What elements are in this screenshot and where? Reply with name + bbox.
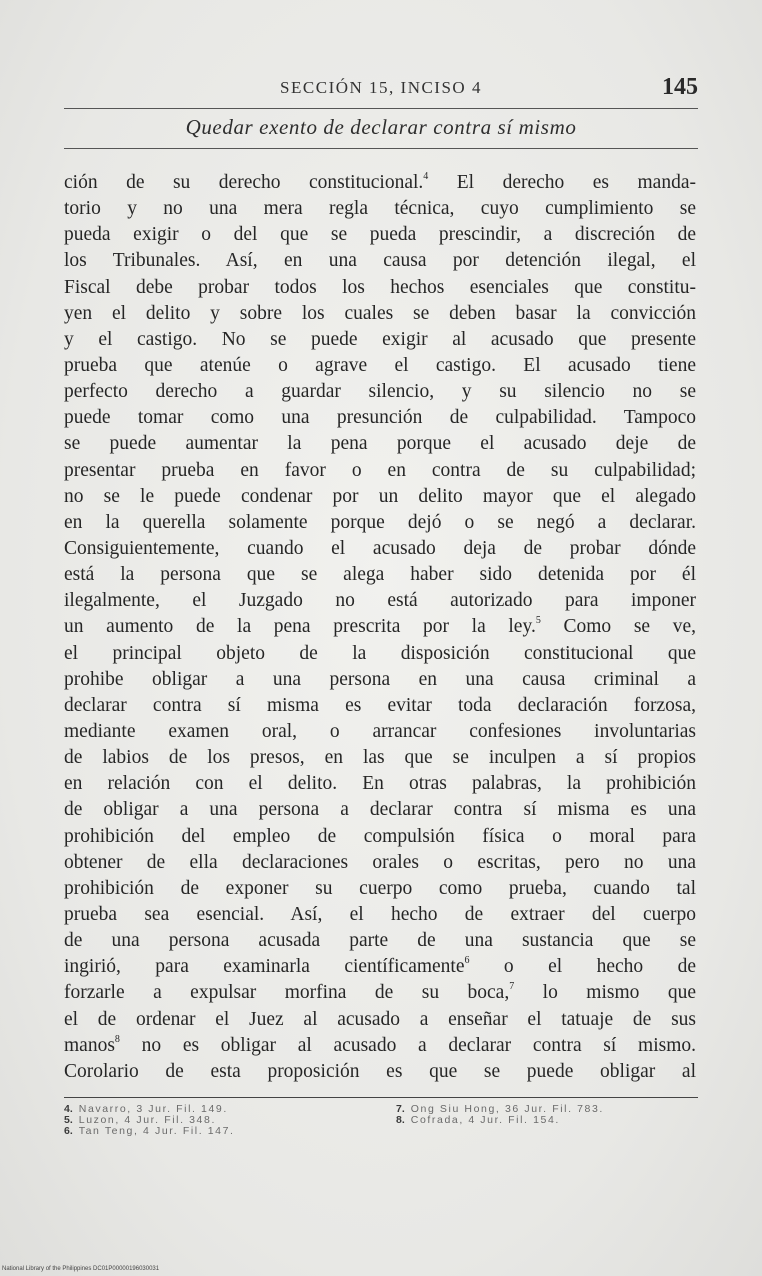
text-line <box>64 771 696 797</box>
footnote-citation: Cofrada, 4 Jur. Fil. 154. <box>410 1114 560 1126</box>
running-title: SECCIÓN 15, INCISO 4 <box>280 78 482 97</box>
text-line <box>64 484 696 510</box>
text-line-content: prueba sea esencial. Así, el hecho de extraer del cuerpo <box>64 903 696 925</box>
text-line <box>64 928 696 954</box>
text-line <box>64 980 696 1006</box>
text-line <box>64 902 696 928</box>
text-line-content: pueda exigir o del que se pueda prescindir, a discreción de <box>64 224 696 246</box>
text-line <box>64 876 696 902</box>
text-line <box>64 824 696 850</box>
text-line-continuation: o el hecho de <box>469 956 696 978</box>
text-line-content: prohibe obligar a una persona en una causa criminal a <box>64 668 696 690</box>
text-line-content: Consiguientemente, cuando el acusado deja de probar dónde <box>64 537 696 559</box>
text-line-continuation: no es obligar al acusado a declarar contra sí mismo. <box>119 1034 696 1056</box>
footnote-citation: Luzon, 4 Jur. Fil. 348. <box>78 1114 216 1126</box>
text-line-content: de una persona acusada parte de una sustancia que se <box>64 930 696 952</box>
footnote-number: 6. <box>64 1125 73 1137</box>
text-line-content: ingirió, para examinarla científicamente <box>64 956 465 978</box>
text-line <box>64 562 696 588</box>
text-line-content: ción de su derecho constitucional. <box>64 172 424 193</box>
library-imprint: National Library of the Philippines DC01P00000196030031 <box>2 1266 160 1272</box>
text-line <box>64 667 696 693</box>
footnote-citation: Navarro, 3 Jur. Fil. 149. <box>78 1103 228 1115</box>
footnote-number: 8. <box>396 1114 405 1126</box>
text-line <box>64 1007 696 1033</box>
text-line <box>64 431 696 457</box>
text-line <box>64 510 696 536</box>
text-line-content: perfecto derecho a guardar silencio, y su silencio no se <box>64 381 696 403</box>
text-line-content: está la persona que se alega haber sido detenida por él <box>64 564 696 586</box>
text-line-content: forzarle a expulsar morfina de su boca, <box>64 982 510 1004</box>
footnote <box>396 1115 696 1126</box>
text-line <box>64 850 696 876</box>
text-line <box>64 641 696 667</box>
text-line-continuation: Como se ve, <box>540 616 696 638</box>
text-line-content: manos <box>64 1034 115 1056</box>
text-line <box>64 405 696 431</box>
footnote-rule <box>64 1097 698 1098</box>
subtitle-rule <box>64 148 698 149</box>
text-line <box>64 248 696 274</box>
text-line-content: Fiscal debe probar todos los hechos esenciales que constitu- <box>64 276 696 298</box>
footnote-marker: 6 <box>464 955 470 967</box>
running-head <box>64 74 698 104</box>
footnote-marker: 4 <box>423 171 429 182</box>
text-line-content: se puede aumentar la pena porque el acusado deje de <box>64 433 696 455</box>
text-line <box>64 301 696 327</box>
text-line-content: el principal objeto de la disposición constitucional que <box>64 642 696 664</box>
header-rule <box>64 108 698 109</box>
text-line-content: el de ordenar el Juez al acusado a enseñar el tatuaje de sus <box>64 1008 696 1030</box>
text-line-content: en relación con el delito. En otras palabras, la prohibición <box>64 773 696 795</box>
footnote-citation: Ong Siu Hong, 36 Jur. Fil. 783. <box>410 1103 604 1115</box>
text-line <box>64 275 696 301</box>
footnotes-right-column <box>396 1104 696 1126</box>
text-line <box>64 954 696 980</box>
text-line-continuation: lo mismo que <box>514 982 696 1004</box>
body-text <box>64 170 696 1085</box>
section-subtitle: Quedar exento de declarar contra sí mismo <box>185 115 577 139</box>
text-line-content: mediante examen oral, o arrancar confesiones involuntarias <box>64 720 696 742</box>
text-line-content: declarar contra sí misma es evitar toda declaración forzosa, <box>64 694 696 716</box>
footnote-number: 4. <box>64 1103 73 1115</box>
text-line <box>64 745 696 771</box>
text-line <box>64 379 696 405</box>
text-line <box>64 327 696 353</box>
page-number: 145 <box>662 74 698 100</box>
text-line-content: torio y no una mera regla técnica, cuyo cumplimiento se <box>64 198 696 220</box>
text-line <box>64 353 696 379</box>
text-line-content: obtener de ella declaraciones orales o escritas, pero no una <box>64 851 696 873</box>
text-line-content: yen el delito y sobre los cuales se deben basar la convicción <box>64 302 696 324</box>
text-line-content: prohibición del empleo de compulsión física o moral para <box>64 825 696 847</box>
text-line <box>64 196 696 222</box>
text-line-content: los Tribunales. Así, en una causa por detención ilegal, el <box>64 250 696 272</box>
footnote-marker: 8 <box>114 1033 120 1045</box>
text-line <box>64 536 696 562</box>
text-line-content: en la querella solamente porque dejó o se negó a declarar. <box>64 511 696 533</box>
text-line-content: puede tomar como una presunción de culpabilidad. Tampoco <box>64 407 696 429</box>
text-line-content: prueba que atenúe o agrave el castigo. El acusado tiene <box>64 354 696 376</box>
footnote-marker: 5 <box>535 615 541 627</box>
footnote-marker: 7 <box>509 981 515 993</box>
text-line <box>64 614 696 640</box>
text-line <box>64 1033 696 1059</box>
text-line-content: prohibición de exponer su cuerpo como prueba, cuando tal <box>64 877 696 899</box>
text-line <box>64 719 696 745</box>
text-line-content: ilegalmente, el Juzgado no está autorizado para imponer <box>64 590 696 612</box>
text-line <box>64 693 696 719</box>
text-line-content: y el castigo. No se puede exigir al acusado que presente <box>64 328 696 350</box>
text-line <box>64 1059 696 1085</box>
footnote-citation: Tan Teng, 4 Jur. Fil. 147. <box>78 1125 235 1137</box>
footnote-number: 7. <box>396 1103 405 1115</box>
text-line <box>64 222 696 248</box>
text-line-content: un aumento de la pena prescrita por la ley. <box>64 616 536 638</box>
text-line-content: Corolario de esta proposición es que se puede obligar al <box>64 1060 696 1082</box>
text-line <box>64 170 696 196</box>
text-line-content: de labios de los presos, en las que se inculpen a sí propios <box>64 747 696 769</box>
footnotes-left-column <box>64 1104 394 1137</box>
text-line <box>64 588 696 614</box>
text-line <box>64 458 696 484</box>
text-line-content: no se le puede condenar por un delito mayor que el alegado <box>64 485 696 507</box>
text-line-content: de obligar a una persona a declarar contra sí misma es una <box>64 799 696 821</box>
text-line-content: presentar prueba en favor o en contra de su culpabilidad; <box>64 459 696 481</box>
footnote <box>64 1126 394 1137</box>
text-line-continuation: El derecho es manda- <box>428 172 696 193</box>
footnote-number: 5. <box>64 1114 73 1126</box>
text-line <box>64 797 696 823</box>
